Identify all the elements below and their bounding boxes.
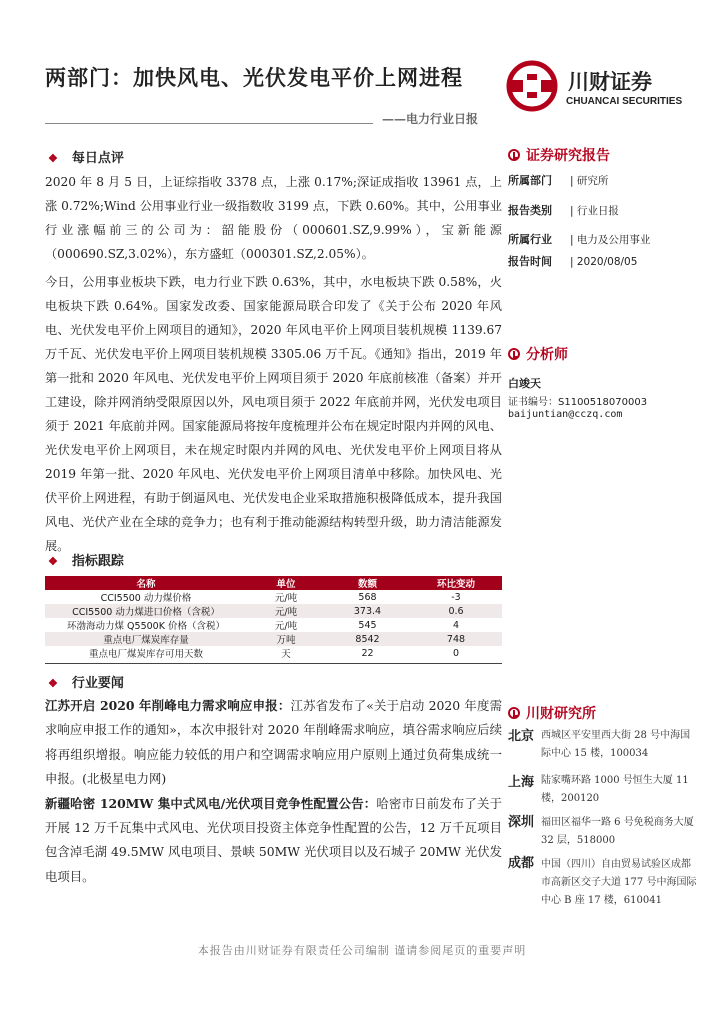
indicator-change: -3 xyxy=(451,591,461,603)
news-item xyxy=(45,792,502,890)
office-address: 中国（四川）自由贸易试验区成都市高新区交子大道 177 号中海国际中心 B 座 17 楼，610041 xyxy=(541,859,697,906)
industry-news-body xyxy=(45,694,502,889)
info-label: 所属行业 xyxy=(508,233,552,246)
sector-analysis-paragraph: 今日，公用事业板块下跌，电力行业下跌 0.63%，其中，水电板块下跌 0.58%，火电板块下跌 0.64%。国家发改委、国家能源局联合印发了《关于公布 2020 年风电、光伏发电平价上网项目的通知》，2020 年风电平价上网项目装机规模 1139.67 万千瓦、光伏发电平价上网项目装机规模 3305.06 万千瓦。《通知》指出，2019 年第一批和 2020 年风电、光伏发电平价上网项目须于 2020 年底前核准（备案）并开工建设，除并网消纳受限原因以外，风电项目须于 2022 年底前并网，光伏发电项目须于 2021 年底前并网。国家能源局将按年度梳理并公布在规定时限内并网的风电、光伏发电平价上网项目，未在规定时限内并网的风电、光伏发电平价上网项目将从 2019 年第一批、2020 年风电、光伏发电平价上网项目清单中移除。加快风电、光伏平价上网进程，有助于倒逼风电、光伏发电企业采取措施积极降低成本，提升我国风电、光伏产业在全球的竞争力；也有利于推动能源结构转型升级，助力清洁能源发展。 xyxy=(45,275,502,553)
report-info-heading: 证券研究报告 xyxy=(508,145,610,165)
office-address: 福田区福华一路 6 号免税商务大厦 32 层，518000 xyxy=(541,817,694,846)
report-info-row xyxy=(508,202,708,228)
institute-check-icon xyxy=(508,707,520,719)
info-value: | 电力及公用事业 xyxy=(570,234,651,246)
indicator-unit: 元/吨 xyxy=(247,604,325,618)
column-header-change: 环比变动 xyxy=(410,576,502,590)
indicator-name: 重点电厂煤炭库存可用天数 xyxy=(88,649,203,660)
institute-heading: 川财研究所 xyxy=(508,703,596,723)
news-text: 江苏省发布了«关于启动 2020 年度需求响应申报工作的通知»，本次申报针对 2020 年削峰需求响应，填谷需求响应后续将再组织增报。响应能力较低的用户和空调需求响应用户原则上通过负荷集成统一申报。(北极星电力网) xyxy=(45,698,502,787)
indicator-table xyxy=(45,576,502,660)
table-row xyxy=(45,590,502,604)
indicator-change: 0 xyxy=(452,647,460,659)
diamond-bullet-icon: ❖ xyxy=(48,677,58,690)
table-bottom-border xyxy=(45,663,502,664)
analyst-name: 白竣天 xyxy=(508,377,541,390)
diamond-bullet-icon: ❖ xyxy=(48,152,58,165)
news-title: 新疆哈密 120MW 集中式风电/光伏项目竞争性配置公告： xyxy=(45,795,377,811)
report-info-list xyxy=(508,172,708,279)
indicator-value: 22 xyxy=(361,647,374,659)
indicator-value: 373.4 xyxy=(325,604,410,618)
industry-news-heading: ❖ 行业要闻 xyxy=(48,676,124,691)
column-header-unit: 单位 xyxy=(247,576,325,590)
table-row xyxy=(45,618,502,632)
footer-disclaimer: 本报告由川财证券有限责任公司编制 谨请参阅尾页的重要声明 xyxy=(197,944,527,957)
info-label: 报告类别 xyxy=(508,204,552,217)
office-city: 深圳 xyxy=(508,815,535,830)
news-item xyxy=(45,694,502,792)
brand-logo xyxy=(506,60,558,112)
indicator-name: CCI5500 动力煤进口价格（含税） xyxy=(45,604,247,618)
indicator-name: CCI5500 动力煤价格 xyxy=(100,593,192,604)
table-row xyxy=(45,604,502,618)
info-label: 所属部门 xyxy=(508,174,552,187)
analyst-heading: 分析师 xyxy=(508,344,568,364)
indicator-unit: 元/吨 xyxy=(274,621,298,632)
office-city: 北京 xyxy=(508,729,535,744)
news-title: 江苏开启 2020 年削峰电力需求响应申报： xyxy=(45,698,291,713)
info-value: | 研究所 xyxy=(570,175,609,187)
indicator-value: 568 xyxy=(358,591,377,603)
indicator-name: 环渤海动力煤 Q5500K 价格（含税） xyxy=(67,621,225,632)
table-header-row xyxy=(45,576,502,590)
daily-review-heading: ❖ 每日点评 xyxy=(48,151,124,166)
indicator-value: 545 xyxy=(358,619,377,631)
indicator-unit: 天 xyxy=(281,649,291,660)
logo-chinese-name: 川财证券 xyxy=(568,70,652,94)
column-header-name: 名称 xyxy=(45,576,247,590)
market-summary-paragraph: 2020 年 8 月 5 日，上证综指收 3378 点，上涨 0.17%;深证成指收 13961 点，上涨 0.72%;Wind 公用事业行业一级指数收 3199 点，下跌 0.60%。其中，公用事业行业涨幅前三的公司为：韶能股份（000601.SZ,9.99%），宝新能源（000690.SZ,3.02%），东方盛虹（000301.SZ,2.05%）。 xyxy=(45,175,502,261)
news-text: 哈密市日前发布了关于开展 12 万千瓦集中式风电、光伏项目投资主体竞争性配置的公告，12 万千瓦项目包含淖毛湖 49.5MW 风电项目、景峡 50MW 光伏项目以及石城子 20MW 光伏发电项目。 xyxy=(45,795,502,884)
indicator-change: 4 xyxy=(452,619,460,631)
table-row xyxy=(45,632,502,646)
chuancai-logo-icon xyxy=(506,60,558,112)
table-row xyxy=(45,646,502,660)
column-header-value: 数额 xyxy=(325,576,410,590)
daily-review-body xyxy=(45,170,502,558)
page-title: 两部门：加快风电、光伏发电平价上网进程 xyxy=(45,65,463,90)
indicator-name: 重点电厂煤炭库存量 xyxy=(45,632,247,646)
indicator-unit: 元/吨 xyxy=(274,593,298,604)
office-city: 成都 xyxy=(508,856,535,871)
diamond-bullet-icon: ❖ xyxy=(48,555,58,568)
indicators-heading: ❖ 指标跟踪 xyxy=(48,554,124,569)
office-address: 陆家嘴环路 1000 号恒生大厦 11 楼，200120 xyxy=(541,775,689,804)
header-divider xyxy=(45,123,373,124)
analyst-email[interactable]: baijuntian@cczq.com xyxy=(508,409,623,420)
analyst-check-icon xyxy=(508,348,520,360)
office-address: 西城区平安里西大街 28 号中海国际中心 15 楼，100034 xyxy=(541,730,691,759)
report-check-icon xyxy=(508,149,520,161)
indicator-value: 8542 xyxy=(325,632,410,646)
indicator-unit: 万吨 xyxy=(247,632,325,646)
report-info-row xyxy=(508,172,708,198)
info-label: 报告时间 xyxy=(508,255,552,268)
indicator-change: 0.6 xyxy=(410,604,502,618)
info-value: | 行业日报 xyxy=(570,205,619,217)
report-info-row xyxy=(508,253,708,279)
info-value: | 2020/08/05 xyxy=(570,256,638,268)
report-subtitle: ——电力行业日报 xyxy=(382,112,479,126)
indicator-change: 748 xyxy=(410,632,502,646)
analyst-certificate: 证书编号：S1100518070003 xyxy=(508,397,648,408)
logo-english-name: CHUANCAI SECURITIES xyxy=(566,96,683,107)
office-city: 上海 xyxy=(508,775,535,790)
